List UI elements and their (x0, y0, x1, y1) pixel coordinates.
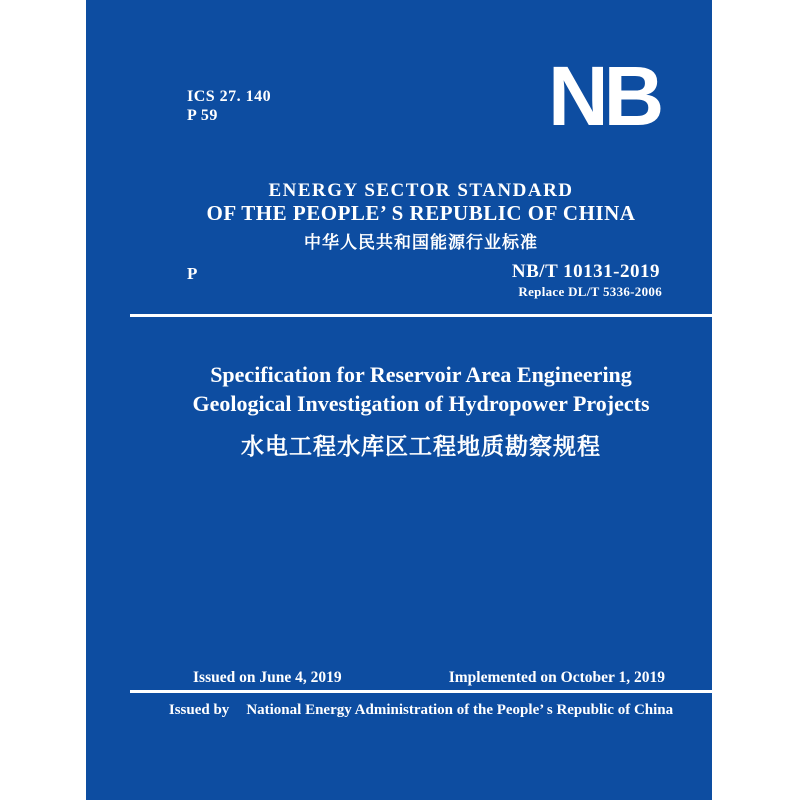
ics-code: ICS 27. 140 (187, 88, 272, 105)
org-name-zh: 中华人民共和国能源行业标准 (304, 233, 538, 253)
issued-by-row (130, 702, 712, 719)
standard-number: NB/T 10131-2019 (511, 261, 660, 282)
title-zh: 水电工程水库区工程地质勘察规程 (241, 434, 601, 460)
implemented-date: Implemented on October 1, 2019 (448, 669, 665, 686)
top-divider-line (130, 314, 712, 317)
doc-class-code: P 59 (187, 107, 218, 124)
class-letter: P (187, 264, 198, 283)
org-name-en-line1: ENERGY SECTOR STANDARD (268, 180, 574, 201)
issued-by-value: National Energy Administration of the People’ s Republic of China (246, 702, 674, 718)
title-en-line1: Specification for Reservoir Area Engineering (210, 362, 632, 387)
org-name-en-line2: OF THE PEOPLE’ S REPUBLIC OF CHINA (206, 201, 636, 225)
replaces-note: Replace DL/T 5336-2006 (518, 284, 662, 299)
issued-date: Issued on June 4, 2019 (193, 669, 342, 686)
bottom-divider-line (130, 690, 712, 693)
title-en-line2: Geological Investigation of Hydropower Projects (192, 391, 650, 416)
nb-logo: NB (548, 49, 660, 143)
standard-cover (86, 0, 712, 800)
issued-by-label: Issued by (168, 702, 230, 718)
